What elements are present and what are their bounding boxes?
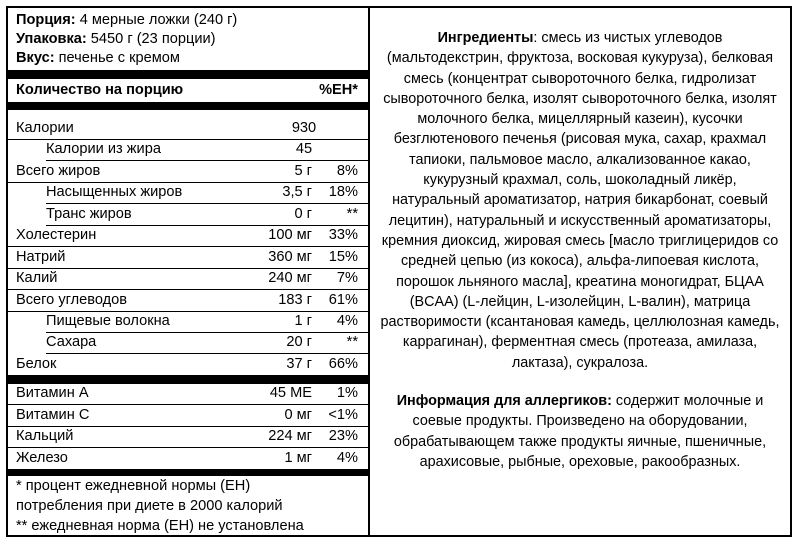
footnote-line: потребления при диете в 2000 калорий <box>16 498 283 514</box>
serving-size-line <box>16 11 237 30</box>
flavor-label: Вкус: <box>16 50 55 66</box>
row-divider <box>8 426 368 427</box>
ingredients-label: Ингредиенты <box>437 30 534 46</box>
nutrient-row <box>8 161 368 182</box>
package-size-value: 5450 г (23 порции) <box>90 31 216 47</box>
nutrient-name: Пищевые волокна <box>46 313 170 329</box>
row-divider <box>8 246 368 247</box>
nutrient-amount: 224 мг <box>268 428 312 444</box>
row-divider <box>8 447 368 448</box>
nutrient-daily-value: 1% <box>336 385 358 401</box>
nutrient-row <box>8 290 368 311</box>
package-size-label: Упаковка: <box>16 31 87 47</box>
ingredients-section <box>370 8 790 535</box>
nutrient-row <box>8 204 368 225</box>
nutrient-amount: 45 <box>295 141 313 157</box>
nutrient-daily-value: ** <box>346 334 358 350</box>
row-divider <box>8 182 368 183</box>
nutrient-name: Холестерин <box>16 227 97 243</box>
nutrient-name: Всего углеводов <box>16 292 128 308</box>
nutrient-row <box>8 225 368 246</box>
nutrient-name: Сахара <box>46 334 97 350</box>
nutrient-daily-value: 23% <box>328 428 358 444</box>
thick-divider <box>8 70 368 79</box>
nutrition-table-section <box>8 8 370 535</box>
row-divider <box>8 289 368 290</box>
row-divider <box>46 225 368 226</box>
serving-size-label: Порция: <box>16 12 76 28</box>
nutrient-row <box>8 354 368 375</box>
row-divider <box>46 203 368 204</box>
serving-size-value: 4 мерные ложки (240 г) <box>79 12 238 28</box>
nutrient-row <box>8 405 368 426</box>
nutrient-daily-value: 8% <box>336 163 358 179</box>
row-divider <box>46 353 368 354</box>
allergen-label: Информация для аллергиков: <box>396 393 612 409</box>
nutrient-daily-value: 18% <box>328 184 358 200</box>
nutrient-amount: 20 г <box>286 334 312 350</box>
nutrient-row <box>8 247 368 268</box>
nutrient-amount: 0 мг <box>284 407 312 423</box>
flavor-line <box>16 49 180 68</box>
allergen-text: содержит молочные и соевые продукты. Произведено на оборудовании, обрабатывающем также продукты яичные, пшеничные, арахисовые, рыбные, ореховые, ракообразных. <box>393 393 767 470</box>
nutrient-name: Калории из жира <box>46 141 161 157</box>
nutrient-daily-value: 15% <box>328 249 358 265</box>
row-divider <box>46 332 368 333</box>
nutrient-name: Кальций <box>16 428 74 444</box>
ingredients-paragraph <box>380 28 780 373</box>
nutrient-name: Транс жиров <box>46 206 132 222</box>
nutrient-name: Калории <box>16 120 74 136</box>
nutrient-amount: 5 г <box>294 163 312 179</box>
nutrient-row <box>8 311 368 332</box>
nutrient-row <box>8 182 368 203</box>
thick-divider <box>8 102 368 110</box>
nutrient-row <box>8 448 368 469</box>
nutrient-amount: 930 <box>291 120 317 136</box>
nutrient-daily-value: 61% <box>328 292 358 308</box>
row-divider <box>8 268 368 269</box>
nutrient-amount: 360 мг <box>268 249 312 265</box>
nutrient-amount: 3,5 г <box>282 184 312 200</box>
nutrient-daily-value: 4% <box>336 313 358 329</box>
nutrient-daily-value: 7% <box>336 270 358 286</box>
row-divider <box>8 139 368 140</box>
nutrition-facts-panel <box>6 6 792 537</box>
nutrient-amount: 100 мг <box>268 227 312 243</box>
nutrient-name: Насыщенных жиров <box>46 184 183 200</box>
footnote-daily-value <box>16 476 364 536</box>
nutrient-daily-value: 66% <box>328 356 358 372</box>
row-divider <box>46 160 368 161</box>
allergen-paragraph <box>380 391 780 472</box>
nutrient-name: Витамин С <box>16 407 90 423</box>
flavor-value: печенье с кремом <box>58 50 180 66</box>
nutrient-row <box>8 332 368 353</box>
nutrient-amount: 183 г <box>278 292 312 308</box>
nutrient-daily-value: ** <box>346 206 358 222</box>
nutrient-amount: 0 г <box>294 206 312 222</box>
nutrient-daily-value: 4% <box>336 450 358 466</box>
nutrient-amount: 1 г <box>294 313 312 329</box>
nutrient-name: Натрий <box>16 249 66 265</box>
ingredients-text: : смесь из чистых углеводов (мальтодекстрин, фруктоза, восковая кукуруза), белковая смесь (концентрат сывороточного белка, гидролизат сывороточного белка, изолят сывороточного белка, изолят молочного белка, мицеллярный казеин), кусочки безглютенового печенья (рисовая мука, сахар, крахмал тапиоки, пальмовое масло, алкализованное какао, кукурузный крахмал, соль, шоколадный ликёр, натуральный ароматизатор, натрия бикарбонат, соевый лецитин), натуральный и искусственный ароматизаторы, кремния диоксид, жировая смесь [масло триглицеридов со средней цепью (из кокоса), альфа-липоевая кислота, порошок льняного масла], креатина моногидрат, БЦАА (BCAA) (L-лейцин, L-изолейцин, L-валин), матрица растворимости (ксантановая камедь, целлюлозная камедь, каррагинан), ферментная смесь (протеаза, амилаза, лактаза), сукралоза. <box>380 30 780 371</box>
table-column-header <box>8 79 368 101</box>
nutrient-row <box>8 426 368 447</box>
nutrient-name: Белок <box>16 356 57 372</box>
amount-per-serving-header: Количество на порцию <box>16 82 184 98</box>
nutrient-amount: 45 МЕ <box>269 385 312 401</box>
nutrient-amount: 240 мг <box>268 270 312 286</box>
thick-divider <box>8 375 368 384</box>
nutrient-name: Всего жиров <box>16 163 101 179</box>
package-size-line <box>16 30 216 49</box>
nutrient-amount: 37 г <box>286 356 312 372</box>
nutrient-daily-value: 33% <box>328 227 358 243</box>
nutrient-daily-value: <1% <box>328 407 358 423</box>
nutrient-amount: 1 мг <box>284 450 312 466</box>
nutrient-row <box>8 118 368 139</box>
nutrient-name: Витамин А <box>16 385 89 401</box>
thick-divider <box>8 469 368 476</box>
nutrient-row <box>8 383 368 404</box>
row-divider <box>8 404 368 405</box>
nutrient-name: Железо <box>16 450 68 466</box>
footnote-line: * процент ежедневной нормы (ЕН) <box>16 478 251 494</box>
nutrient-name: Калий <box>16 270 58 286</box>
footnote-line: ** ежедневная норма (ЕН) не установлена <box>16 518 304 534</box>
row-divider <box>8 311 368 312</box>
daily-value-header: %ЕН* <box>319 82 358 98</box>
nutrient-row <box>8 139 368 160</box>
nutrient-row <box>8 268 368 289</box>
